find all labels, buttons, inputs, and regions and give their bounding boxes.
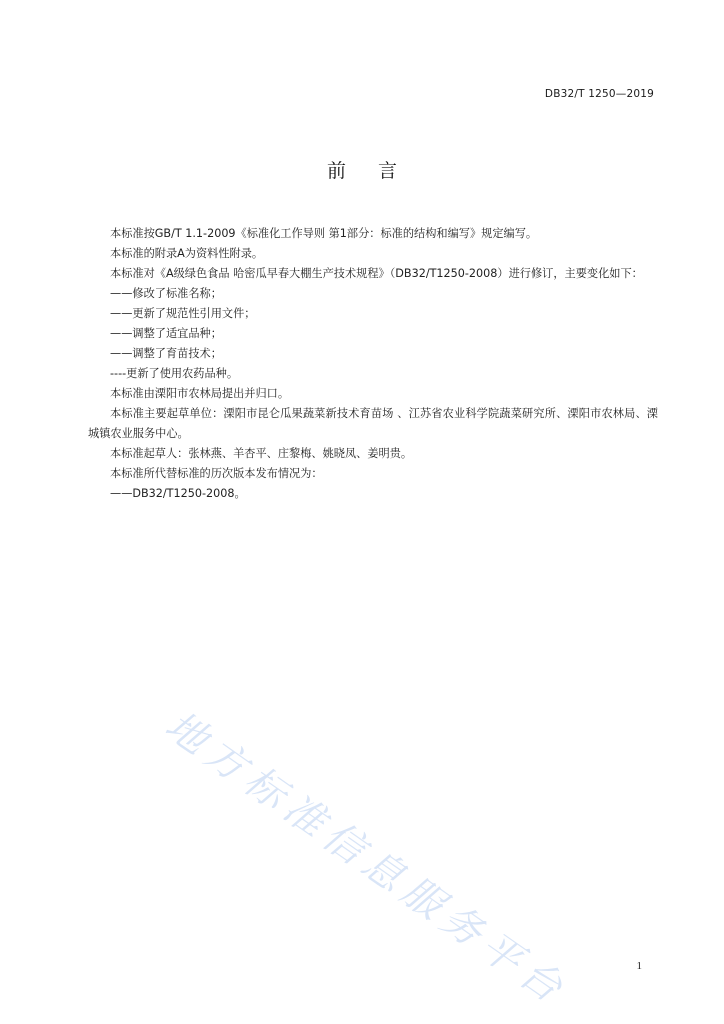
change-item-seedling: ——调整了育苗技术； — [110, 347, 222, 360]
change-item-varieties: ——调整了适宜品种； — [110, 327, 222, 340]
change-item-pesticides: ----更新了使用农药品种。 — [110, 367, 239, 380]
standard-code: DB32/T 1250—2019 — [544, 88, 654, 100]
paragraph-history-intro: 本标准所代替标准的历次版本发布情况为： — [110, 467, 323, 480]
paragraph-drafting-rule: 本标准按GB/T 1.1-2009《标准化工作导则 第1部分：标准的结构和编写》规定编写。 — [110, 227, 538, 240]
paragraph-appendix: 本标准的附录A为资料性附录。 — [110, 247, 264, 260]
paragraph-proposer: 本标准由溧阳市农林局提出并归口。 — [110, 387, 290, 400]
watermark: 地方标准信息服务平台 — [156, 702, 577, 1016]
history-item: ——DB32/T1250-2008。 — [110, 487, 246, 500]
change-item-references: ——更新了规范性引用文件； — [110, 307, 256, 320]
change-item-name: ——修改了标准名称； — [110, 287, 222, 300]
page-title: 前言 — [326, 160, 429, 182]
paragraph-revision: 本标准对《A级绿色食品 哈密瓜早春大棚生产技术规程》（DB32/T1250-2008）进行修订，主要变化如下： — [110, 267, 643, 280]
paragraph-drafters: 本标准起草人：张林燕、羊杏平、庄黎梅、姚晓凤、姜明贵。 — [110, 447, 413, 460]
foreword-body — [88, 224, 658, 504]
paragraph-drafting-units: 本标准主要起草单位：溧阳市昆仑瓜果蔬菜新技术育苗场 、江苏省农业科学院蔬菜研究所、溧阳市农林局、溧城镇农业服务中心。 — [88, 407, 658, 440]
page-number: 1 — [636, 960, 642, 972]
